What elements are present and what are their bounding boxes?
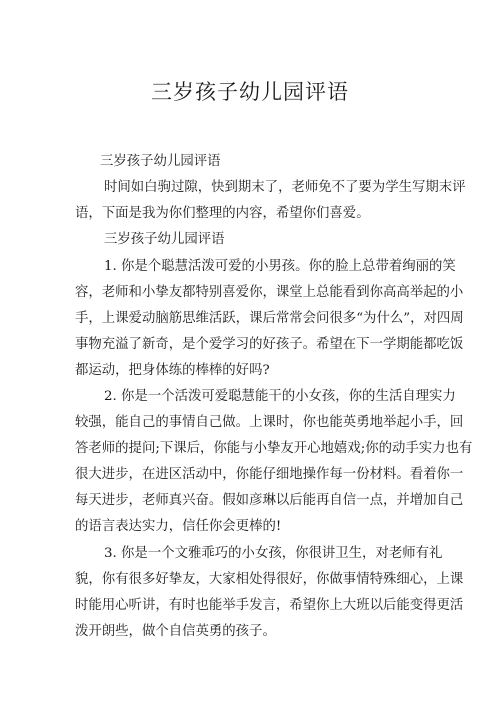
comment-1-line: 容，老师和小挚友都特别喜爱你，课堂上总能看到你高高举起的小 xyxy=(75,285,464,300)
page-title: 三岁孩子幼儿园评语 xyxy=(151,80,349,104)
intro-paragraph-line: 时间如白驹过隙，快到期末了，老师免不了要为学生写期末评 xyxy=(104,180,466,195)
intro-paragraph-line: 语，下面是我为你们整理的内容，希望你们喜爱。 xyxy=(75,206,370,221)
comment-3-line: 泼开朗些，做个自信英勇的孩子。 xyxy=(75,624,276,639)
comment-1-line: 1. 你是个聪慧活泼可爱的小男孩。你的脸上总带着绚丽的笑 xyxy=(104,259,456,274)
comment-2-line: 较强，能自己的事情自己做。上课时，你也能英勇地举起小手，回 xyxy=(75,415,464,430)
comment-3-line: 时能用心听讲，有时也能举手发言，希望你上大班以后能变得更活 xyxy=(75,598,464,613)
comment-2-line: 很大进步，在进区活动中，你能仔细地操作每一份材料。看着你一 xyxy=(75,467,464,482)
comment-1-line: 手，上课爱动脑筋思维活跃，课后常常会问很多“为什么”，对四周 xyxy=(75,311,464,326)
comment-2-line: 的语言表达实力，信任你会更棒的! xyxy=(75,519,282,534)
comment-2-line: 2. 你是一个活泼可爱聪慧能干的小女孩，你的生活自理实力 xyxy=(104,389,456,404)
comment-3-line: 3. 你是一个文雅乖巧的小女孩，你很讲卫生，对老师有礼 xyxy=(104,546,443,561)
comment-1-line: 都运动，把身体练的棒棒的好吗? xyxy=(75,363,270,378)
comment-1-line: 事物充溢了新奇，是个爱学习的好孩子。希望在下一学期能都吃饭 xyxy=(75,337,464,352)
comment-3-line: 貌，你有很多好挚友，大家相处得很好，你做事情特殊细心，上课 xyxy=(75,572,464,587)
comment-2-line: 每天进步，老师真兴奋。假如彦琳以后能再自信一点，并增加自己 xyxy=(75,493,464,508)
section-heading: 三岁孩子幼儿园评语 xyxy=(100,154,221,169)
subheading: 三岁孩子幼儿园评语 xyxy=(104,232,225,247)
comment-2-line: 答老师的提问;下课后，你能与小挚友开心地嬉戏;你的动手实力也有 xyxy=(75,441,473,456)
